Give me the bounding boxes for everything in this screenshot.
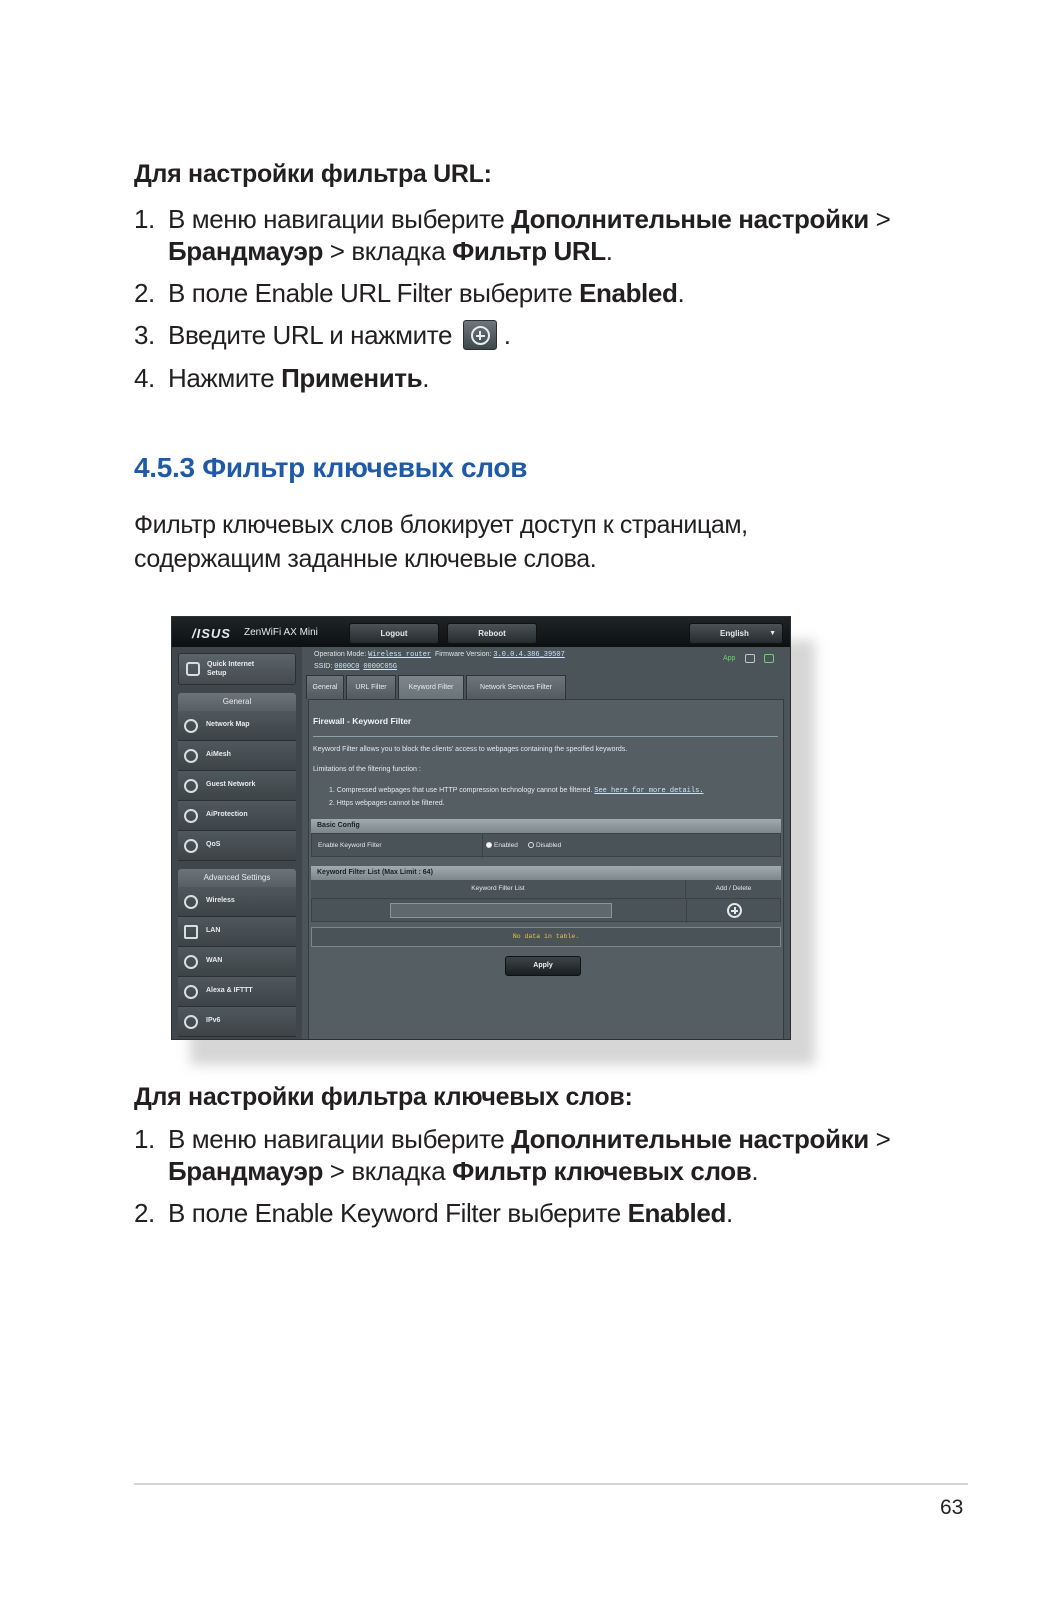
ssid-2[interactable]: 0000C05G: [363, 663, 397, 671]
keyword-input[interactable]: [390, 903, 612, 918]
col-keyword-list: Keyword Filter List: [471, 885, 525, 892]
wifi-icon: [184, 895, 198, 909]
gauge-icon: [184, 839, 198, 853]
title-divider: [313, 736, 778, 737]
tab-keyword-filter[interactable]: Keyword Filter: [398, 675, 464, 699]
nav-guest-network[interactable]: Guest Network: [178, 771, 296, 801]
app-label[interactable]: App: [723, 655, 736, 662]
language-select[interactable]: English ▼: [689, 623, 783, 644]
quick-internet-setup[interactable]: Quick Internet Setup: [178, 653, 296, 685]
tab-url-filter[interactable]: URL Filter: [346, 675, 396, 699]
limitation-1: 1. Compressed webpages that use HTTP compression technology cannot be filtered. See here for more details.: [329, 787, 704, 795]
wand-icon: [186, 662, 200, 676]
section-title: 4.5.3 Фильтр ключевых слов: [134, 452, 528, 483]
panel-title: Firewall - Keyword Filter: [313, 716, 412, 726]
advanced-header: Advanced Settings: [178, 869, 296, 887]
reboot-button[interactable]: Reboot: [447, 623, 537, 644]
op-mode-link[interactable]: Wireless router: [368, 651, 432, 659]
general-header: General: [178, 693, 296, 711]
tab-general[interactable]: General: [306, 675, 344, 699]
ipv6-icon: [184, 1015, 198, 1029]
keyword-input-row: [311, 898, 781, 922]
cell-divider: [686, 899, 687, 923]
enable-keyword-filter-label: Enable Keyword Filter: [318, 842, 382, 849]
globe-icon: [184, 719, 198, 733]
no-data-message: No data in table.: [311, 927, 781, 947]
url-step-1: 1. В меню навигации выберите Дополнительные настройки > Брандмауэр > вкладка Фильтр URL.: [134, 204, 891, 266]
cell-divider: [482, 834, 483, 858]
chevron-down-icon: ▼: [769, 630, 776, 637]
router-model: ZenWiFi AX Mini: [244, 627, 318, 638]
add-plus-icon: [463, 320, 497, 350]
nav-wireless[interactable]: Wireless: [178, 887, 296, 917]
guest-globe-icon: [184, 779, 198, 793]
ssid-1[interactable]: 0000C0: [334, 663, 360, 671]
url-filter-heading: Для настройки фильтра URL:: [134, 160, 492, 188]
page-number: 63: [940, 1496, 964, 1519]
keyword-list-header: Keyword Filter List (Max Limit : 64): [311, 866, 781, 880]
nav-aimesh[interactable]: AiMesh: [178, 741, 296, 771]
nav-qos[interactable]: QoS: [178, 831, 296, 861]
limitation-2: 2. Https webpages cannot be filtered.: [329, 800, 445, 807]
shield-icon: [184, 809, 198, 823]
keyword-table-header: [311, 880, 781, 898]
keyword-filter-heading: Для настройки фильтра ключевых слов:: [134, 1083, 633, 1111]
keyword-filter-panel: [308, 699, 784, 1040]
url-step-2: 2. В поле Enable URL Filter выберите Enabled.: [134, 278, 685, 308]
nav-network-map[interactable]: Network Map: [178, 711, 296, 741]
router-ui-screenshot: [171, 616, 791, 1040]
usb-icon[interactable]: [764, 654, 774, 663]
radio-disabled[interactable]: Disabled: [528, 842, 561, 849]
section-paragraph: Фильтр ключевых слов блокирует доступ к страницам, содержащим заданные ключевые слова.: [134, 511, 748, 573]
logout-button[interactable]: Logout: [349, 623, 439, 644]
nav-aiprotection[interactable]: AiProtection: [178, 801, 296, 831]
basic-config-header: Basic Config: [311, 819, 781, 833]
radio-enabled[interactable]: Enabled: [486, 842, 518, 849]
keyword-step-2: 2. В поле Enable Keyword Filter выберите Enabled.: [134, 1198, 733, 1228]
col-add-delete: Add / Delete: [715, 885, 752, 892]
nav-wan[interactable]: WAN: [178, 947, 296, 977]
alexa-icon: [184, 985, 198, 999]
nav-lan[interactable]: LAN: [178, 917, 296, 947]
router-topbar: [172, 617, 791, 647]
wan-globe-icon: [184, 955, 198, 969]
footer-divider: [134, 1483, 968, 1485]
details-link[interactable]: See here for more details.: [594, 787, 704, 795]
radio-dot-selected: [486, 842, 492, 848]
keyword-step-1: 1. В меню навигации выберите Дополнительные настройки > Брандмауэр > вкладка Фильтр ключевых слов.: [134, 1124, 891, 1186]
asus-logo: /ISUS: [192, 626, 231, 641]
limitations-label: Limitations of the filtering function :: [313, 766, 421, 773]
enable-keyword-filter-row: [311, 833, 781, 857]
add-keyword-icon[interactable]: [727, 903, 742, 918]
nav-alexa-ifttt[interactable]: Alexa & IFTTT: [178, 977, 296, 1007]
nav-ipv6[interactable]: IPv6: [178, 1007, 296, 1037]
mesh-icon: [184, 749, 198, 763]
operation-info: Operation Mode: Wireless router Firmware Version: 3.0.0.4.386_39507 SSID: 0000C0 0000C05G: [314, 651, 565, 671]
left-navigation: [172, 647, 302, 1040]
url-step-4: 4. Нажмите Применить.: [134, 363, 430, 393]
tab-network-services-filter[interactable]: Network Services Filter: [466, 675, 566, 699]
users-icon[interactable]: [745, 654, 755, 663]
apply-button[interactable]: Apply: [505, 956, 581, 976]
lan-icon: [184, 925, 198, 939]
panel-description: Keyword Filter allows you to block the clients' access to webpages containing the specified keywords.: [313, 746, 628, 753]
radio-dot: [528, 842, 534, 848]
url-step-3: 3. Введите URL и нажмите .: [134, 320, 511, 350]
firmware-link[interactable]: 3.0.0.4.386_39507: [493, 651, 565, 659]
